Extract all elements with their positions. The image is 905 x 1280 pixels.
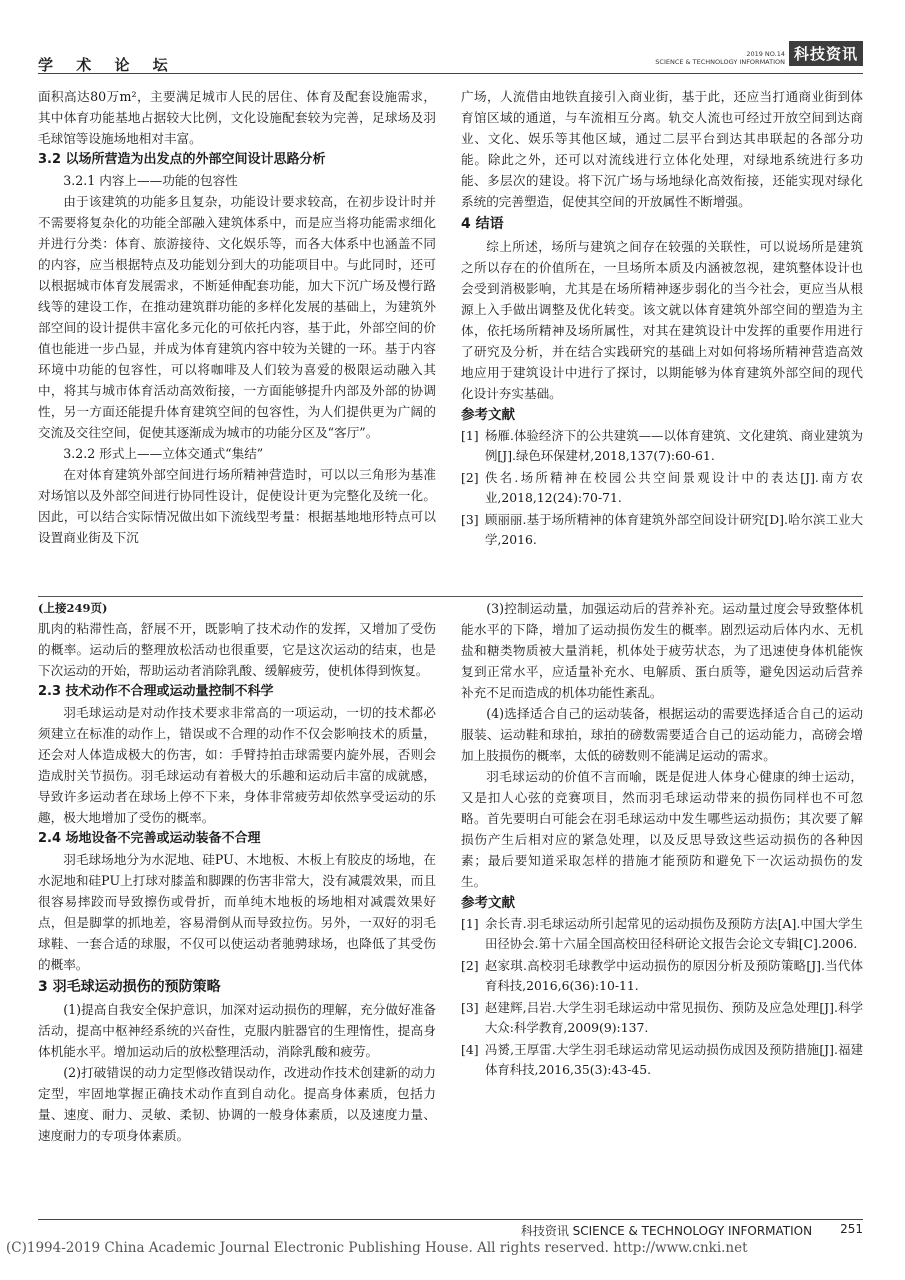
bottom-right-column [461, 598, 863, 1082]
paragraph: (2)打破错误的动力定型修改错误动作，改进动作技术创建新的动力定型，牢固地掌握正确技术动作直到自动化。提高身体素质，包括力量、速度、耐力、灵敏、柔韧、协调的一般身体素质，以及速度力量、速度耐力的专项身体素质。 [38, 1065, 436, 1143]
section-heading: 4 结语 [461, 216, 504, 232]
page-number: 251 [840, 1222, 863, 1236]
footer-journal: 科技资讯 SCIENCE & TECHNOLOGY INFORMATION [520, 1224, 813, 1238]
reference-item: [3] 顾丽丽.基于场所精神的体育建筑外部空间设计研究[D].哈尔滨工业大学,2016. [461, 512, 863, 547]
bottom-left-column [38, 598, 436, 1146]
reference-item: [3] 赵建辉,吕岩.大学生羽毛球运动中常见损伤、预防及应急处理[J].科学大众:科学教育,2009(9):137. [461, 1000, 863, 1035]
year-issue: 2019 NO.14 [746, 50, 785, 58]
section-heading: 3 羽毛球运动损伤的预防策略 [38, 979, 221, 995]
references-title: 参考文献 [461, 895, 515, 911]
subsection-heading: 3.2.2 形式上——立体交通式“集结” [63, 446, 264, 461]
header-rule [38, 73, 863, 74]
paragraph: 肌肉的粘滞性高，舒展不开，既影响了技术动作的发挥，又增加了受伤的概率。运动后的整理放松活动也很重要，它是这次运动的结束，也是下次运动的开始，帮助运动者消除乳酸、缓解疲劳，使机体得到恢复。 [38, 621, 436, 678]
reference-item: [2] 赵家琪.高校羽毛球教学中运动损伤的原因分析及预防策略[J].当代体育科技,2016,6(36):10-11. [461, 958, 863, 993]
paragraph: 羽毛球场地分为水泥地、硅PU、木地板、木板上有胶皮的场地，在水泥地和硅PU上打球对膝盖和脚踝的伤害非常大，没有减震效果，而且很容易摔跤而导致擦伤或骨折，而单纯木地板的场地相对减震效果好点，但是脚掌的抓地差，容易滑倒从而导致拉伤。另外，一双好的羽毛球鞋、一套合适的球服，不仅可以使运动者驰骋球场，也降低了其受伤的概率。 [38, 852, 436, 972]
top-left-column [38, 86, 436, 548]
subsection-heading: 3.2.1 内容上——功能的包容性 [63, 173, 238, 188]
paragraph: (1)提高自我安全保护意识，加深对运动损伤的理解，充分做好准备活动，提高中枢神经系统的兴奋性，克服内脏器官的生理惰性，提高身体机能水平。增加运动后的放松整理活动，消除乳酸和疲劳。 [38, 1002, 436, 1059]
journal-name-en: SCIENCE & TECHNOLOGY INFORMATION [655, 58, 785, 66]
article-divider [38, 596, 863, 597]
reference-item: [2] 佚名.场所精神在校园公共空间景观设计中的表达[J].南方农业,2018,12(24):70-71. [461, 470, 863, 505]
top-right-column [461, 86, 863, 552]
paragraph: 羽毛球运动是对动作技术要求非常高的一项运动，一切的技术都必须建立在标准的动作上，错误或不合理的动作不仅会影响技术的质量，还会对人体造成极大的伤害，如：手臂持拍击球需要内旋外展，否则会造成肘关节损伤。羽毛球运动有着极大的乐趣和运动后丰富的成就感，导致许多运动者在球场上停不下来，身体非常疲劳却依然享受运动的乐趣，极大地增加了受伤的概率。 [38, 705, 436, 825]
paragraph: (4)选择适合自己的运动装备，根据运动的需要选择适合自己的运动服装、运动鞋和球拍，球拍的磅数需要适合自己的运动能力，高磅会增加上肢损伤的概率，太低的磅数则不能满足运动的需求。 [461, 706, 863, 763]
paragraph: (3)控制运动量，加强运动后的营养补充。运动量过度会导致整体机能水平的下降，增加了运动损伤发生的概率。剧烈运动后体内水、无机盐和糖类物质被大量消耗，机体处于疲劳状态，为了迅速使身体机能恢复到正常水平，应适量补充水、电解质、蛋白质等，避免因运动后营养补充不足而造成的机体功能性紊乱。 [461, 601, 863, 700]
reference-item: [1] 杨雁.体验经济下的公共建筑——以体育建筑、文化建筑、商业建筑为例[J].绿色环保建材,2018,137(7):60-61. [461, 428, 863, 463]
paragraph: 羽毛球运动的价值不言而喻，既是促进人体身心健康的绅士运动，又是扣人心弦的竞赛项目，然而羽毛球运动带来的损伤同样也不可忽略。首先要明白可能会在羽毛球运动中发生哪些运动损伤；其次要了解损伤产生后相对应的紧急处理，以及反思导致这些运动损伤的各种因素；最后要知道采取怎样的措施才能预防和避免下一次运动损伤的发生。 [461, 769, 863, 889]
reference-item: [1] 余长青.羽毛球运动所引起常见的运动损伤及预防方法[A].中国大学生田径协会.第十六届全国高校田径科研论文报告会论文专辑[C].2006. [461, 916, 863, 951]
section-heading: 3.2 以场所营造为出发点的外部空间设计思路分析 [38, 152, 326, 167]
reference-item: [4] 冯赟,王厚雷.大学生羽毛球运动常见运动损伤成因及预防措施[J].福建体育科技,2016,35(3):43-45. [461, 1042, 863, 1077]
journal-brand: 科技资讯 [789, 41, 863, 66]
journal-header [655, 42, 863, 66]
page-footer [521, 1222, 863, 1239]
section-label: 学 术 论 坛 [38, 56, 177, 74]
section-heading: 2.4 场地设备不完善或运动装备不合理 [38, 831, 261, 846]
paragraph: 面积高达80万m²，主要满足城市人民的居住、体育及配套设施需求，其中体育功能基地占据较大比例，文化设施配套较为完善，足球场及羽毛球馆等设施场地相对丰富。 [38, 89, 436, 146]
references-title: 参考文献 [461, 407, 515, 423]
continued-label: (上接249页) [38, 601, 108, 615]
paragraph: 广场，人流借由地铁直接引入商业街，基于此，还应当打通商业街到体育馆区域的通道，与车流相互分离。轨交人流也可经过开放空间到达商业、文化、娱乐等其他区域，通过二层平台到达其串联起的各部分功能。除此之外，还可以对流线进行立体化处理，对绿地系统进行多功能、多层次的建设。将下沉广场与场地绿化高效衔接，还能实现对绿化系统的完善塑造，促使其空间的开放属性不断增强。 [461, 89, 863, 209]
paragraph: 在对体育建筑外部空间进行场所精神营造时，可以以三角形为基准对场馆以及外部空间进行协同性设计，促使设计更为完整化及统一化。因此，可以结合实际情况做出如下流线型考量：根据基地地形特点可以设置商业街及下沉 [38, 467, 436, 545]
journal-header-en [655, 50, 785, 66]
paragraph: 由于该建筑的功能多且复杂，功能设计要求较高，在初步设计时并不需要将复杂化的功能全部融入建筑体系中，而是应当将功能需求细化并进行分类：体育、旅游接待、文化娱乐等，而各大体系中也涵盖不同的内容，应当根据特点及功能划分到大的功能项目中。与此同时，还可以根据城市体育发展需求，不断延伸配套功能，加大下沉广场及慢行路线等的建设工作，在推动建筑群功能的多样化发展的基础上，为建筑外部空间的设计提供丰富化多元化的可依托内容，基于此，外部空间的价值也能进一步凸显，并成为体育建筑内容中较为关键的一环。基于内容环境中功能的包容性，可以将咖啡及人们较为喜爱的极限运动融入其中，将其与城市体育活动高效衔接，一方面能够提升内部及外部的协调性，另一方面还能提升体育建筑空间的包容性，为人们提供更为广阔的交流及交往空间，促使其逐渐成为城市的功能分区及“客厅”。 [38, 194, 436, 440]
footer-rule [38, 1219, 863, 1220]
section-heading: 2.3 技术动作不合理或运动量控制不科学 [38, 684, 274, 699]
paragraph: 综上所述，场所与建筑之间存在较强的关联性，可以说场所是建筑之所以存在的价值所在，一旦场所本质及内涵被忽视，建筑整体设计也会受到消极影响，尤其是在场所精神逐步弱化的当今社会，更应当从根源上入手做出调整及优化转变。该文就以体育建筑外部空间的塑造为主体，依托场所精神及场所属性，对其在建筑设计中发挥的重要作用进行了研究及分析，并在结合实践研究的基础上对如何将场所精神营造高效地应用于建筑设计中进行了探讨，以期能够为体育建筑外部空间的现代化设计夯实基础。 [461, 239, 863, 401]
copyright-notice: (C)1994-2019 China Academic Journal Electronic Publishing House. All rights reserved. http://www.cnki.net [6, 1240, 748, 1256]
